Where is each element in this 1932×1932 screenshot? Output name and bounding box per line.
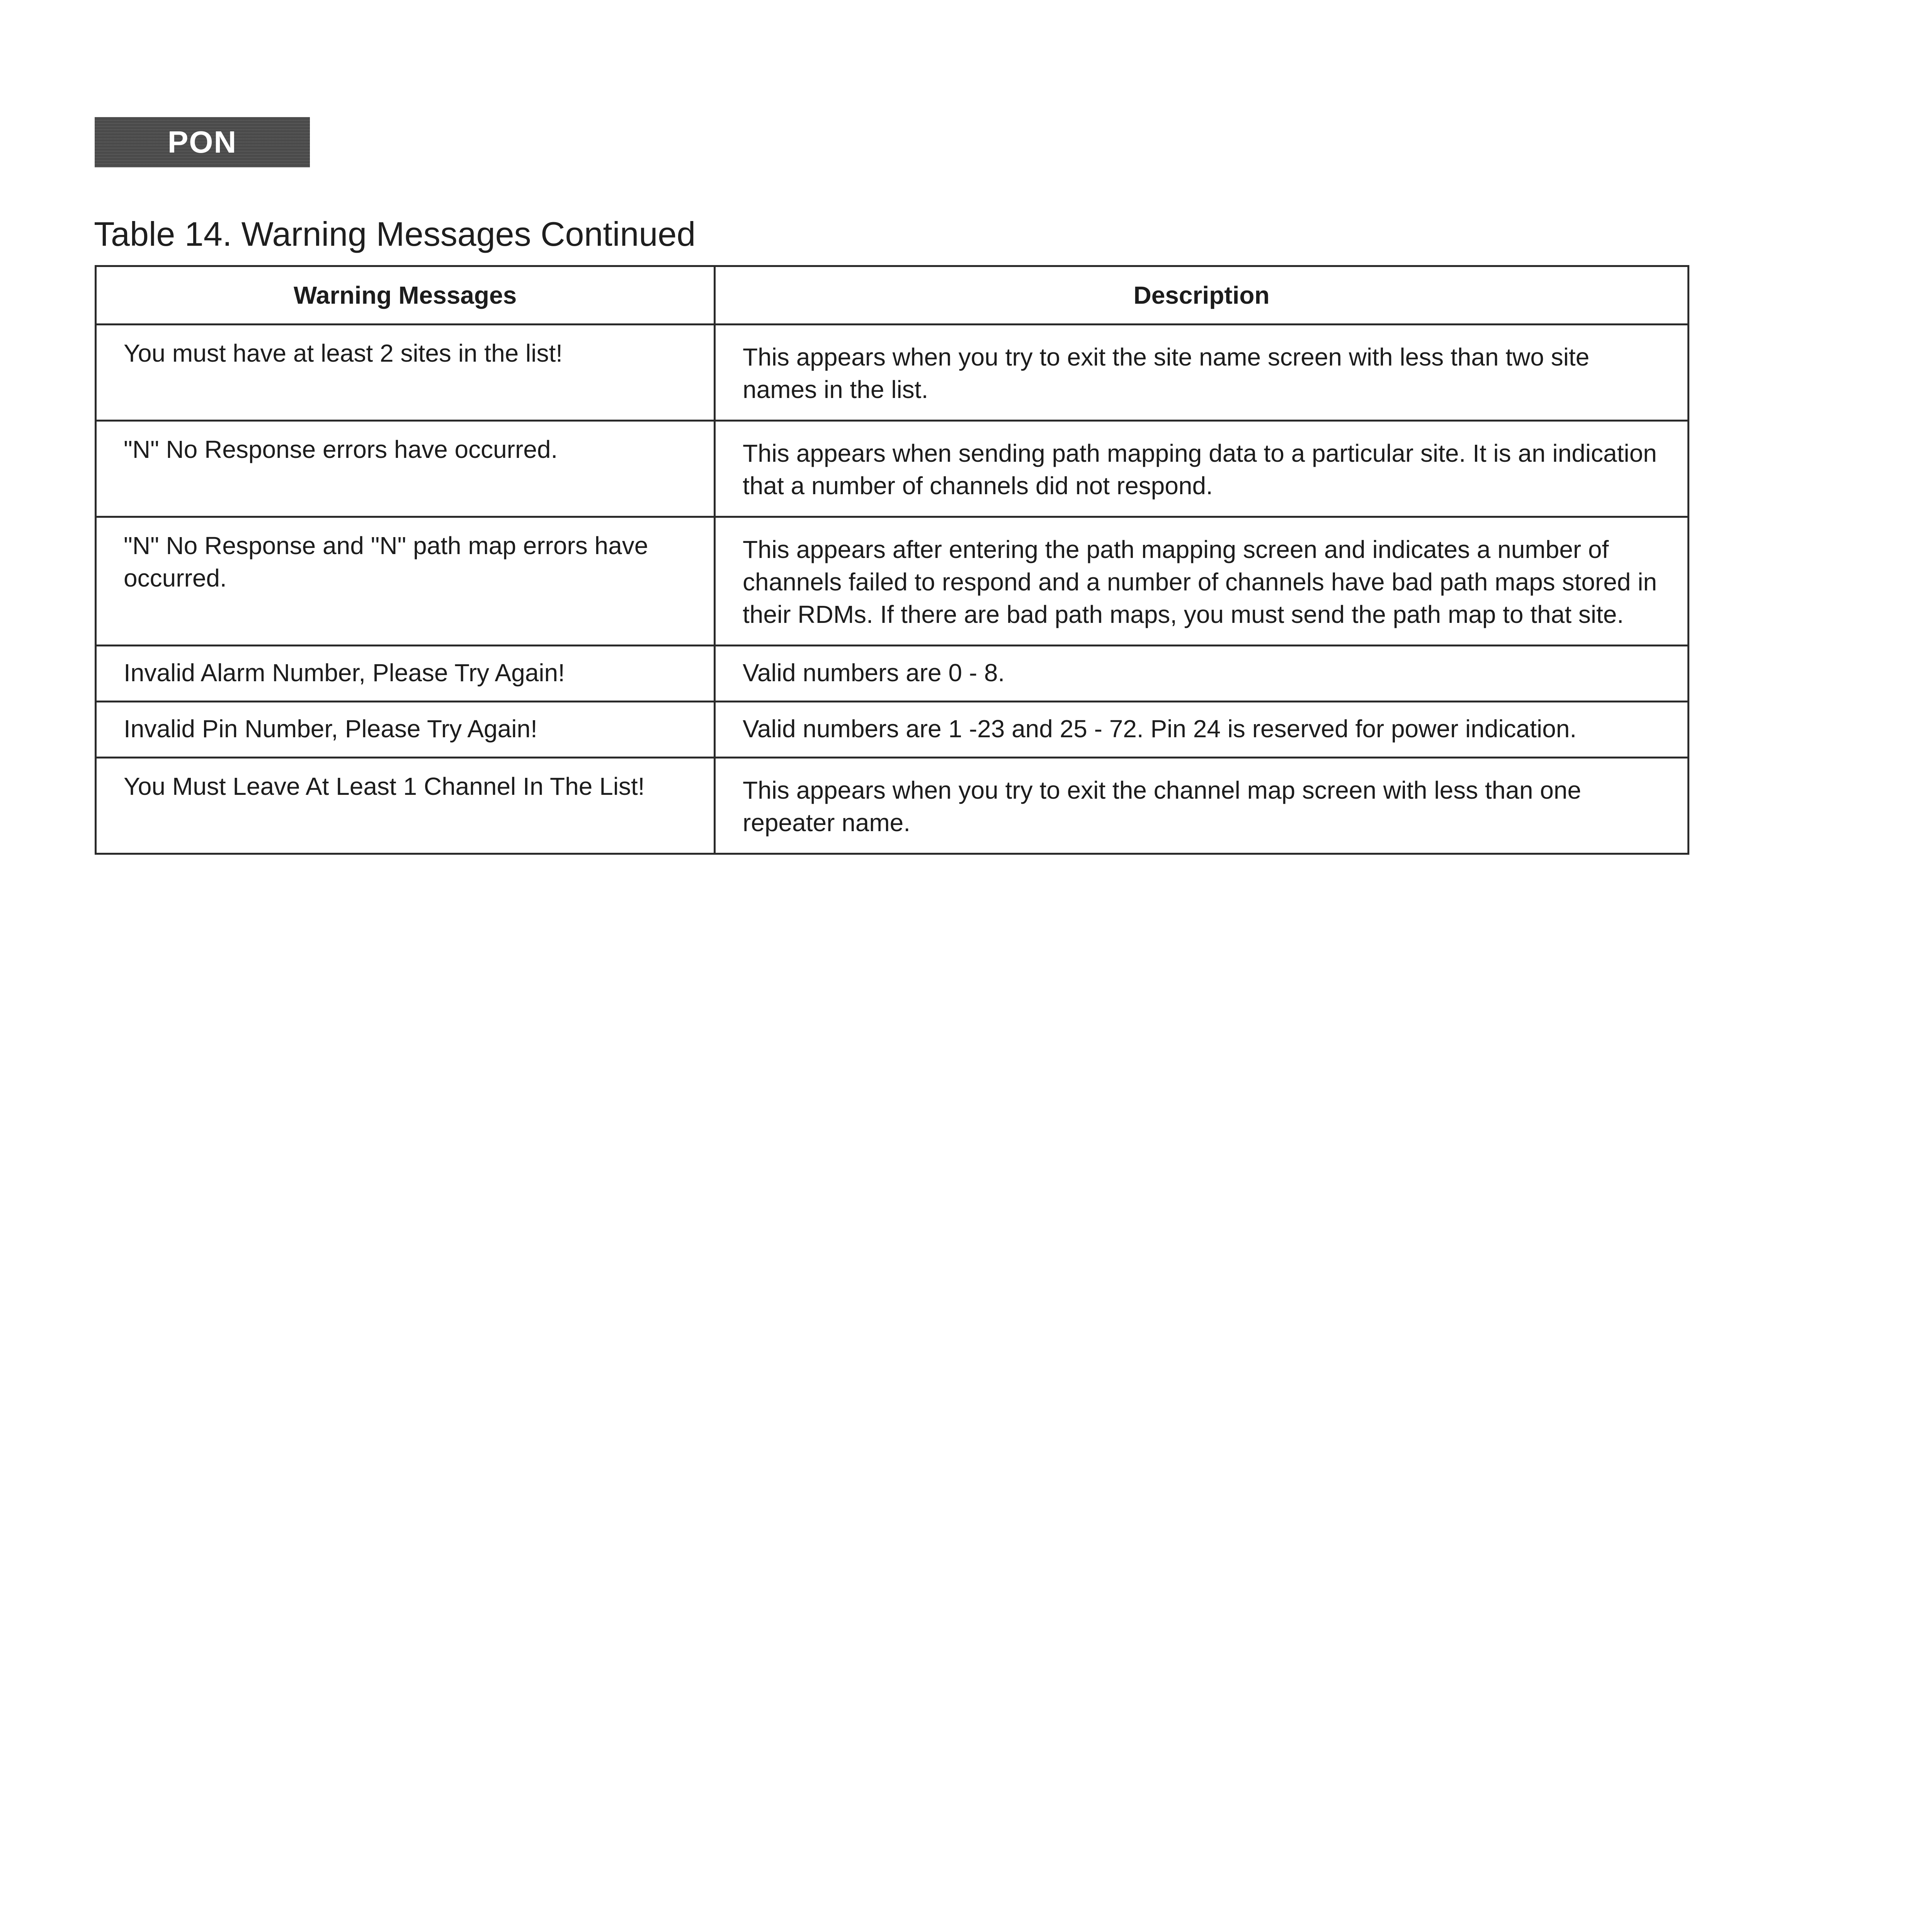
header-warning-messages: Warning Messages	[96, 266, 715, 325]
warning-message-cell: Invalid Alarm Number, Please Try Again!	[96, 646, 715, 702]
warning-message-cell: You Must Leave At Least 1 Channel In The List!	[96, 758, 715, 854]
description-cell: This appears when you try to exit the channel map screen with less than one repeater name.	[715, 758, 1689, 854]
header-description: Description	[715, 266, 1689, 325]
table-row	[96, 517, 1689, 646]
table-row	[96, 421, 1689, 517]
description-cell: This appears when sending path mapping data to a particular site. It is an indication that a number of channels did not respond.	[715, 421, 1689, 517]
warning-message-cell: "N" No Response errors have occurred.	[96, 421, 715, 517]
table-header-row	[96, 266, 1689, 325]
table-caption: Table 14. Warning Messages Continued	[94, 215, 696, 253]
description-cell: Valid numbers are 0 - 8.	[715, 646, 1689, 702]
warning-messages-table	[95, 265, 1689, 855]
table-row	[96, 325, 1689, 421]
description-cell: This appears when you try to exit the site name screen with less than two site names in the list.	[715, 325, 1689, 421]
description-cell: This appears after entering the path mapping screen and indicates a number of channels failed to respond and a number of channels have bad path maps stored in their RDMs. If there are bad path maps, you must send the path map to that site.	[715, 517, 1689, 646]
table-row	[96, 758, 1689, 854]
warning-message-cell: Invalid Pin Number, Please Try Again!	[96, 702, 715, 758]
table-row	[96, 702, 1689, 758]
warning-message-cell: "N" No Response and "N" path map errors have occurred.	[96, 517, 715, 646]
warning-message-cell: You must have at least 2 sites in the list!	[96, 325, 715, 421]
section-tab: PON	[95, 117, 310, 167]
table-row	[96, 646, 1689, 702]
description-cell: Valid numbers are 1 -23 and 25 - 72. Pin 24 is reserved for power indication.	[715, 702, 1689, 758]
